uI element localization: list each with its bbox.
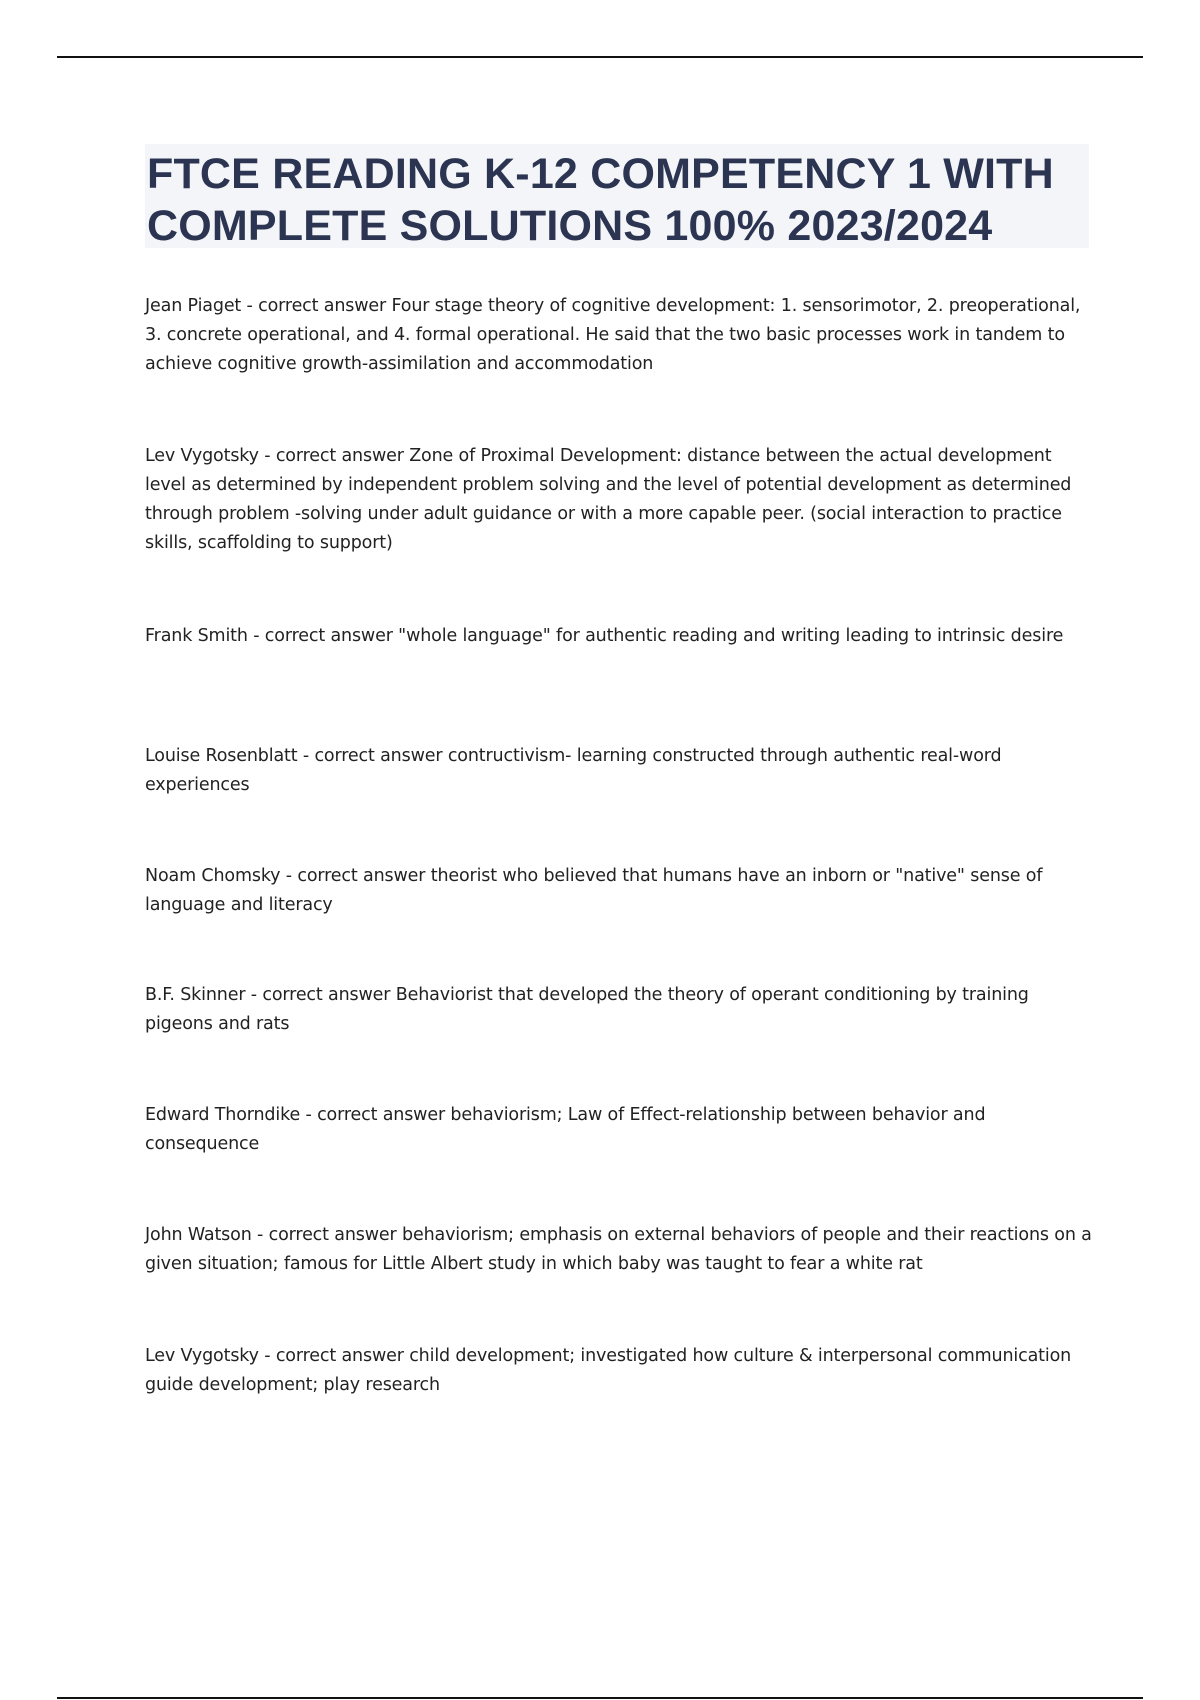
flashcard-entry: John Watson - correct answer behaviorism; emphasis on external behaviors of people and their reactions on a given situation; famous for Little Albert study in which baby was taught to fear a white rat bbox=[145, 1225, 1092, 1274]
title-line-2: COMPLETE SOLUTIONS 100% 2023/2024 bbox=[147, 202, 993, 250]
flashcard-entry: Lev Vygotsky - correct answer child development; investigated how culture & interpersonal communication guide development; play research bbox=[145, 1346, 1072, 1395]
flashcard-entry: B.F. Skinner - correct answer Behaviorist that developed the theory of operant conditioning by training pigeons and rats bbox=[145, 985, 1029, 1034]
flashcard-entry: Louise Rosenblatt - correct answer contructivism- learning constructed through authentic real-word experiences bbox=[145, 746, 1002, 795]
flashcard-entry: Lev Vygotsky - correct answer Zone of Proximal Development: distance between the actual development level as determined by independent problem solving and the level of potential development as determined through problem -solving under adult guidance or with a more capable peer. (social interaction to practice skills, scaffolding to support) bbox=[145, 446, 1072, 553]
flashcard-entry: Edward Thorndike - correct answer behaviorism; Law of Effect-relationship between behavior and consequence bbox=[145, 1105, 986, 1154]
top-divider bbox=[57, 56, 1143, 58]
page-title bbox=[147, 148, 1087, 252]
title-block bbox=[145, 144, 1089, 248]
flashcard-entry: Jean Piaget - correct answer Four stage theory of cognitive development: 1. sensorimotor, 2. preoperational, 3. concrete operational, and 4. formal operational. He said that the two basic processes work in tandem to achieve cognitive growth-assimilation and accommodation bbox=[145, 296, 1081, 374]
flashcard-entry: Noam Chomsky - correct answer theorist who believed that humans have an inborn or "native" sense of language and literacy bbox=[145, 866, 1043, 915]
bottom-divider bbox=[57, 1697, 1143, 1699]
flashcard-entry: Frank Smith - correct answer "whole language" for authentic reading and writing leading to intrinsic desire bbox=[145, 626, 1064, 646]
title-line-1: FTCE READING K-12 COMPETENCY 1 WITH bbox=[147, 150, 1054, 198]
flashcard-list bbox=[145, 292, 1095, 1402]
